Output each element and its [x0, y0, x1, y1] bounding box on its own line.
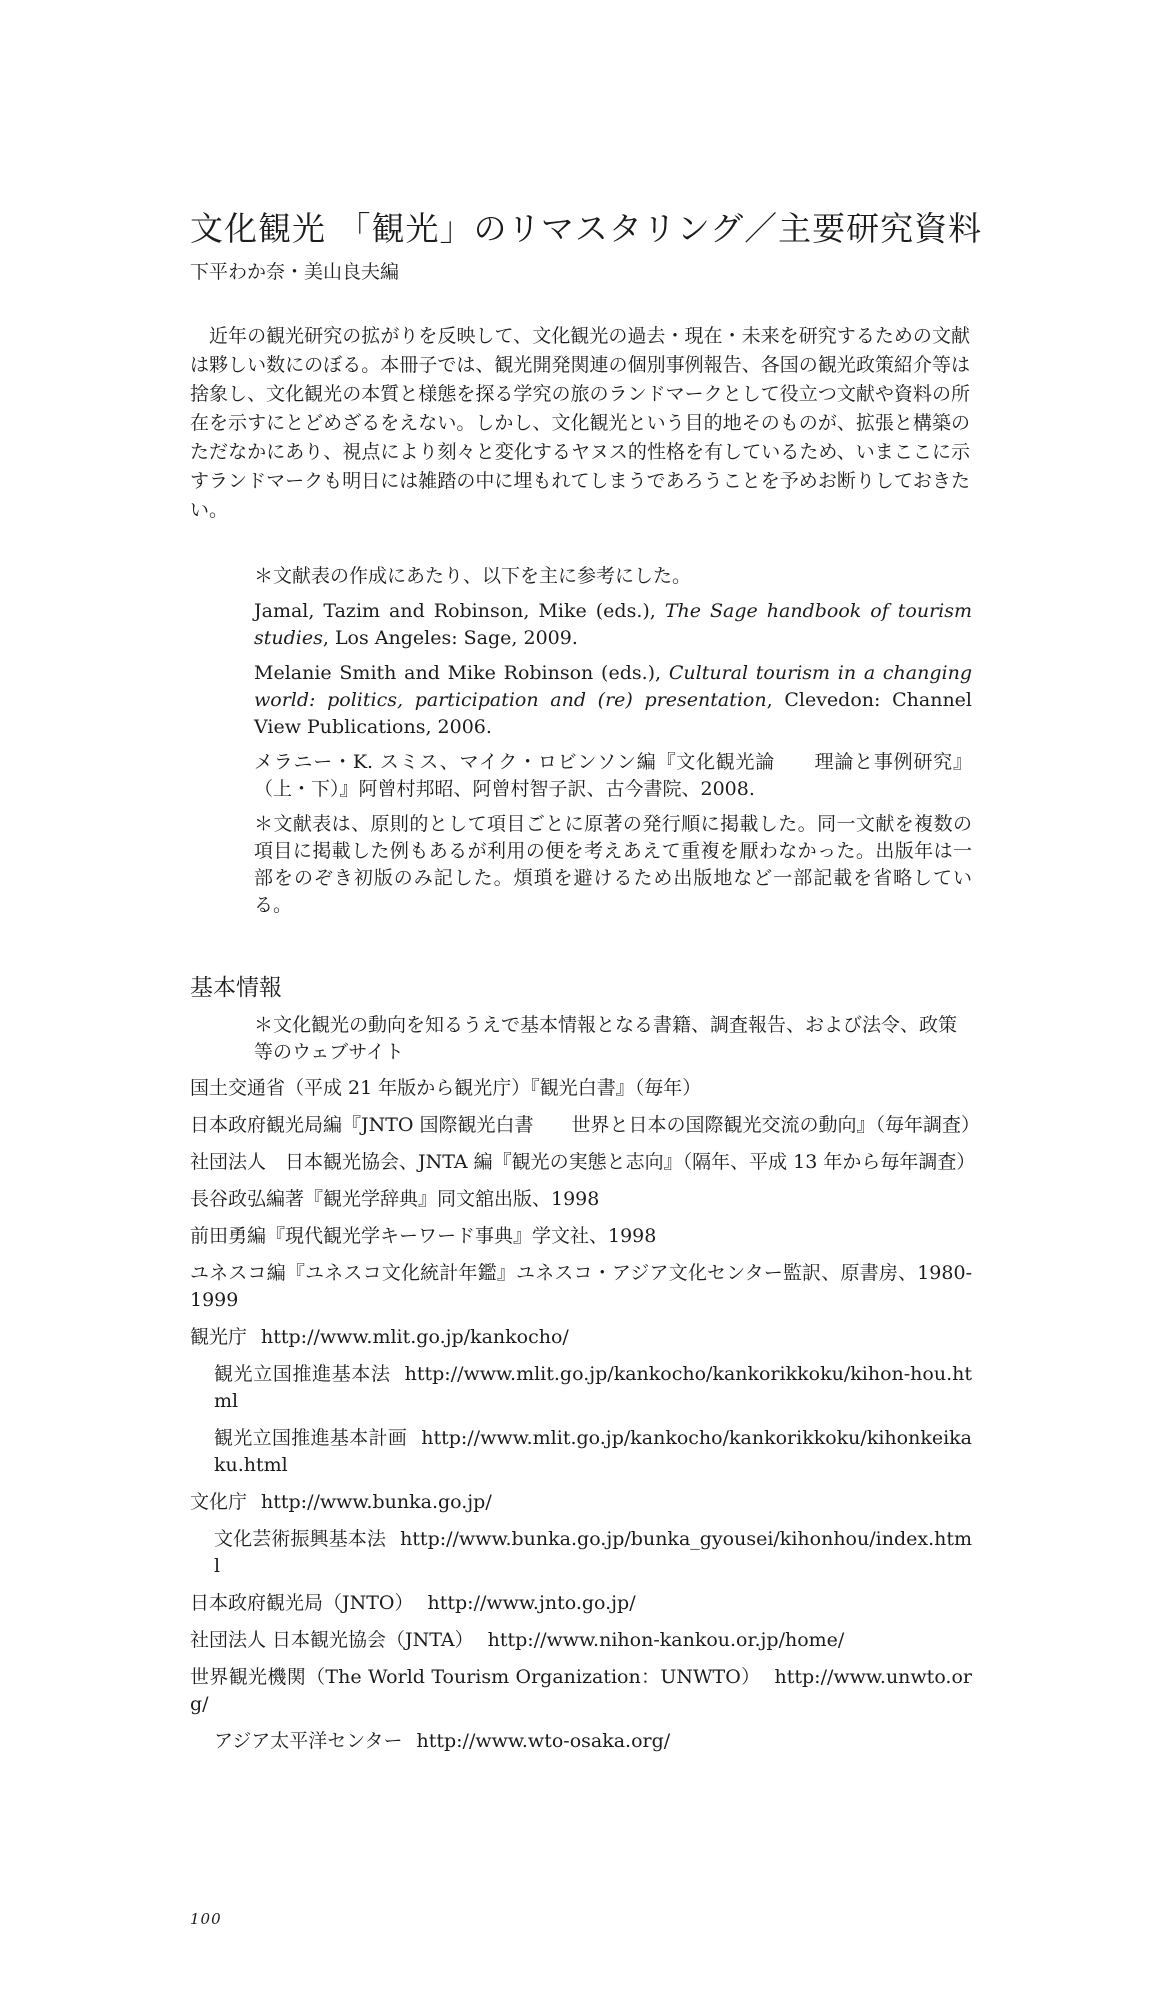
references-note: ＊文献表は、原則的として項目ごとに原著の発行順に掲載した。同一文献を複数の項目に掲載した例もあるが利用の便を考えあえて重複を厭わなかった。出版年は一部をのぞき初版のみ記した。煩瑣を避けるため出版地など一部記載を省略している。: [254, 813, 972, 916]
intro-paragraph: 近年の観光研究の拡がりを反映して、文化観光の過去・現在・未来を研究するための文献は夥しい数にのぼる。本冊子では、観光開発関連の個別事例報告、各国の観光政策紹介等は捨象し、文化観光の本質と様態を探る学究の旅のランドマークとして役立つ文献や資料の所在を示すにとどめざるをえない。しかし、文化観光という目的地そのものが、拡張と構築のただなかにあり、視点により刻々と変化するヤヌス的性格を有しているため、いまここに示すランドマークも明日には雑踏の中に埋もれてしまうであろうことを予めお断りしておきたい。: [190, 325, 970, 521]
entry-text: 文化芸術振興基本法: [214, 1528, 387, 1550]
entry-url-link[interactable]: http://www.wto-osaka.org/: [416, 1730, 671, 1752]
list-item: [190, 1361, 972, 1415]
page-number: 100: [190, 1910, 222, 1928]
reference-item: [254, 660, 972, 741]
entry-text: 社団法人 日本観光協会、JNTA 編『観光の実態と志向』（隔年、平成 13 年から毎年調査）: [190, 1151, 976, 1173]
entry-url-link[interactable]: http://www.nihon-kankou.or.jp/home/: [487, 1629, 845, 1651]
reference-authors: Jamal, Tazim and Robinson, Mike (eds.),: [254, 600, 665, 622]
section-note: [254, 1012, 972, 1066]
list-item: [190, 1186, 972, 1213]
entry-text: 世界観光機関（The World Tourism Organization：UNWTO）: [190, 1666, 761, 1688]
entry-url-link[interactable]: http://www.mlit.go.jp/kankocho/kankorikkoku/kihon-hou.html: [214, 1363, 972, 1412]
editors-line: 下平わか奈・美山良夫編: [190, 261, 400, 283]
reference-publisher: , Los Angeles: Sage, 2009.: [322, 627, 578, 649]
entry-url-link[interactable]: http://www.bunka.go.jp/: [261, 1491, 492, 1513]
entry-url-link[interactable]: http://www.mlit.go.jp/kankocho/: [261, 1326, 569, 1348]
entry-text: 観光立国推進基本計画: [214, 1427, 408, 1449]
list-item: [190, 1149, 976, 1176]
reference-title: Cultural tourism in a changing world: politics, participation and (re) presentation: [254, 662, 972, 711]
entry-text: 社団法人 日本観光協会（JNTA）: [190, 1629, 474, 1651]
reference-item: メラニー・K. スミス、マイク・ロビンソン編『文化観光論 理論と事例研究』（上・下）』阿曾村邦昭、阿曾村智子訳、古今書院、2008.: [254, 751, 972, 800]
list-item: [190, 1627, 972, 1654]
entry-text: 文化庁: [190, 1491, 248, 1513]
page-title: 文化観光 「観光」のリマスタリング／主要研究資料: [190, 209, 983, 248]
entry-text: 日本政府観光局（JNTO）: [190, 1592, 414, 1614]
list-item: [190, 1728, 972, 1755]
list-item: [190, 1112, 981, 1139]
reference-authors: Melanie Smith and Mike Robinson (eds.),: [254, 662, 669, 684]
entry-list: [190, 1075, 981, 1765]
list-item: [190, 1489, 972, 1516]
references-note: ＊文献表の作成にあたり、以下を主に参考にした。: [254, 565, 692, 587]
list-item: [190, 1260, 972, 1314]
list-item: [190, 1075, 972, 1102]
entry-text: 国土交通省（平成 21 年版から観光庁）『観光白書』（毎年）: [190, 1077, 702, 1099]
reference-publisher: , Clevedon: Channel View Publications, 2006.: [254, 689, 972, 738]
entry-text: 長谷政弘編著『観光学辞典』同文舘出版、1998: [190, 1188, 600, 1210]
reference-title: The Sage handbook of tourism studies: [254, 600, 972, 649]
section-heading: 基本情報: [190, 975, 282, 1001]
entry-text: 日本政府観光局編『JNTO 国際観光白書 世界と日本の国際観光交流の動向』（毎年調査）: [190, 1114, 981, 1136]
reference-item: [254, 598, 972, 652]
entry-url-link[interactable]: http://www.unwto.org/: [190, 1666, 972, 1715]
list-item: [190, 1526, 972, 1580]
list-item: [190, 1223, 972, 1250]
list-item: [190, 1664, 972, 1718]
list-item: [190, 1324, 972, 1351]
references-block: [254, 563, 972, 927]
entry-text: ユネスコ編『ユネスコ文化統計年鑑』ユネスコ・アジア文化センター監訳、原書房、1980-1999: [190, 1262, 972, 1311]
section-note-text: ＊文化観光の動向を知るうえで基本情報となる書籍、調査報告、および法令、政策等のウェブサイト: [254, 1014, 958, 1063]
entry-text: 観光庁: [190, 1326, 248, 1348]
list-item: [190, 1590, 972, 1617]
entry-text: アジア太平洋センター: [214, 1730, 403, 1752]
list-item: [190, 1425, 972, 1479]
entry-url-link[interactable]: http://www.jnto.go.jp/: [427, 1592, 636, 1614]
entry-url-link[interactable]: http://www.bunka.go.jp/bunka_gyousei/kihonhou/index.html: [214, 1528, 972, 1577]
entry-text: 観光立国推進基本法: [214, 1363, 391, 1385]
entry-url-link[interactable]: http://www.mlit.go.jp/kankocho/kankorikkoku/kihonkeikaku.html: [214, 1427, 972, 1476]
entry-text: 前田勇編『現代観光学キーワード事典』学文社、1998: [190, 1225, 657, 1247]
